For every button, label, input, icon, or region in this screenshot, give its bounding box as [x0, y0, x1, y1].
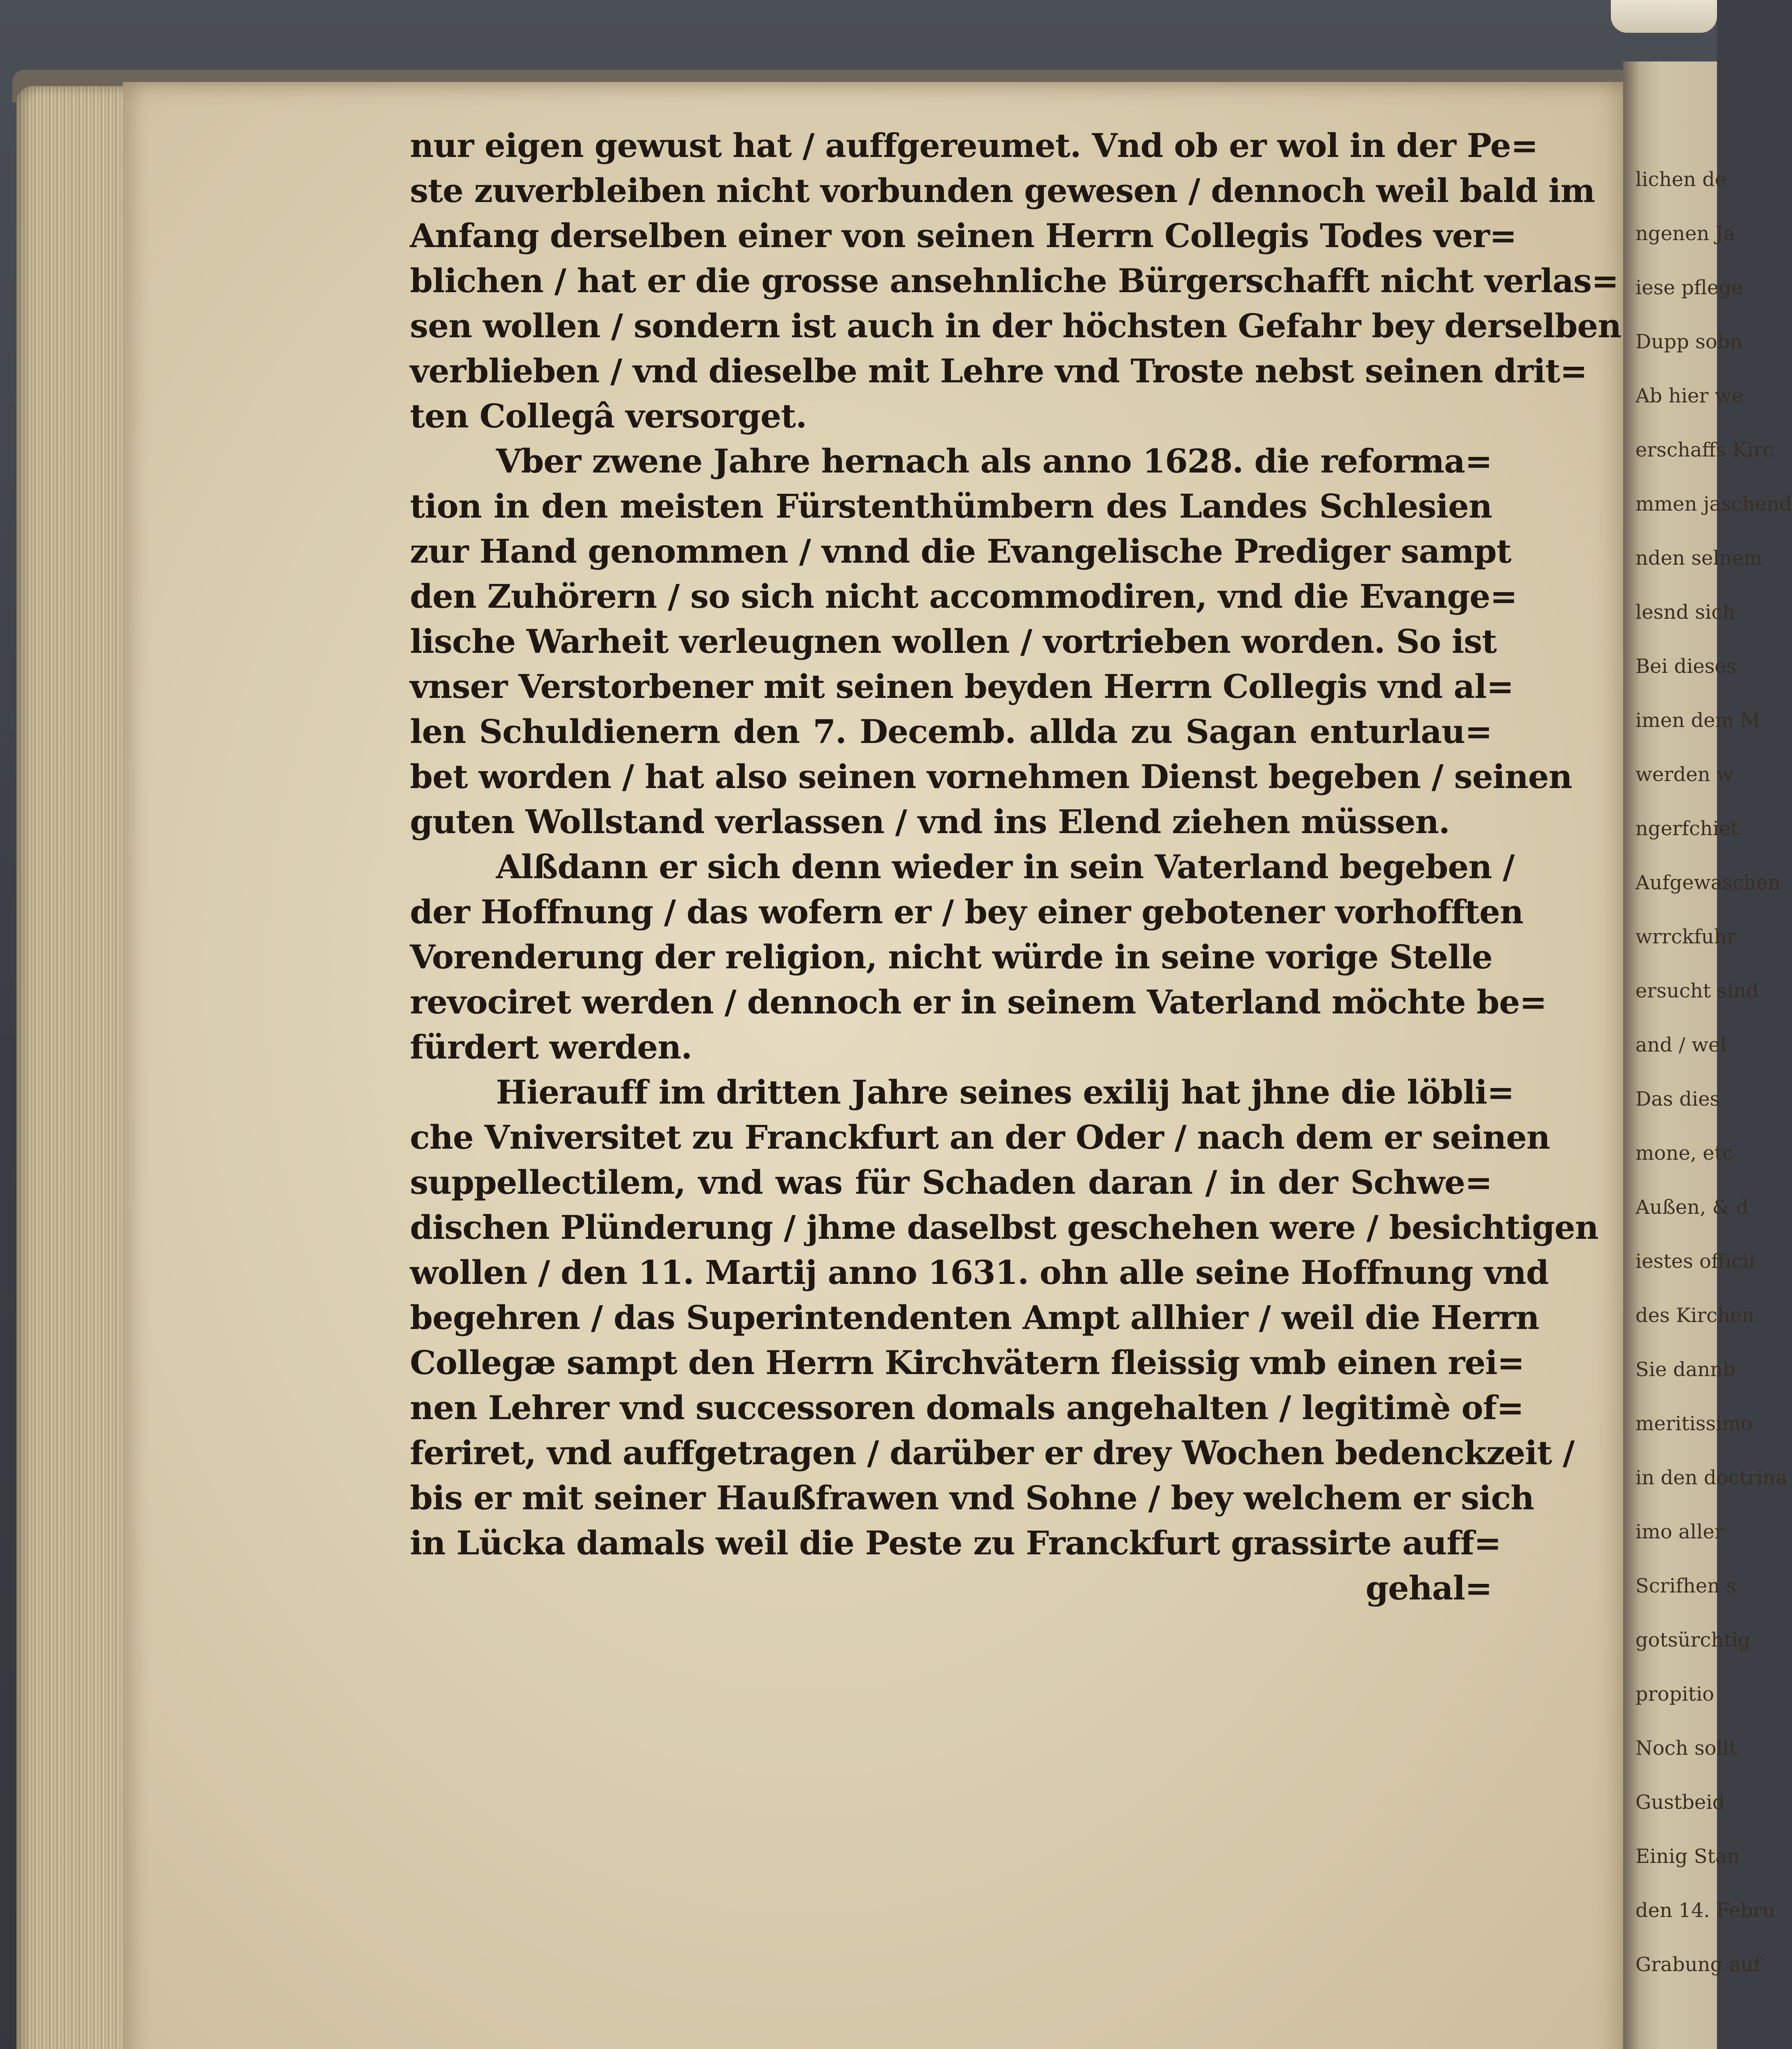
facing-page-text-fragment: Außen, & d [1635, 1196, 1749, 1219]
facing-page-text-fragment: propitio [1635, 1683, 1715, 1706]
text-line: dischen Plünderung / jhme daselbst geschehen were / besichtigen [410, 1208, 1599, 1247]
facing-page-text-fragment: werden w [1635, 763, 1733, 786]
facing-page-text-fragment: Ab hier we [1635, 384, 1744, 407]
text-line: nen Lehrer vnd successoren domals angehalten / legitimè of= [410, 1388, 1524, 1427]
facing-page-text-fragment: ersucht sind [1635, 979, 1759, 1002]
text-line: zur Hand genommen / vnnd die Evangelische Prediger sampt [410, 532, 1511, 570]
facing-page-text-fragment: ngenen Ja [1635, 222, 1735, 245]
text-line: bis er mit seiner Haußfrawen vnd Sohne / bey welchem er sich [410, 1479, 1534, 1517]
text-line: in Lücka damals weil die Peste zu Franckfurt grassirte auff= [410, 1524, 1501, 1562]
text-line: verblieben / vnd dieselbe mit Lehre vnd Troste nebst seinen drit= [410, 352, 1587, 390]
facing-page-text-fragment: gotsürchtig [1635, 1629, 1751, 1651]
facing-page-text-fragment: in den doctrina [1635, 1466, 1787, 1489]
text-line: begehren / das Superintendenten Ampt allhier / weil die Herrn [410, 1298, 1540, 1337]
facing-page-text-fragment: mmen jaschend [1635, 493, 1792, 516]
text-line: Collegæ sampt den Herrn Kirchvätern fleissig vmb einen rei= [410, 1343, 1524, 1382]
facing-page-text-fragment: mone, etc [1635, 1142, 1733, 1165]
facing-page-text-fragment: ngerfchiet [1635, 817, 1739, 840]
text-line: Anfang derselben einer von seinen Herrn Collegis Todes ver= [410, 216, 1517, 255]
facing-page-text-fragment: Sie dannb [1635, 1358, 1735, 1381]
facing-page-text-fragment: Noch sollt [1635, 1737, 1737, 1760]
text-line: Hierauff im dritten Jahre seines exilij hat jhne die löbli= [496, 1073, 1514, 1111]
text-line: Vber zwene Jahre hernach als anno 1628. die reforma= [496, 442, 1492, 480]
text-line: tion in den meisten Fürstenthümbern des Landes Schlesien [410, 487, 1492, 525]
text-line: feriret, vnd auffgetragen / darüber er drey Wochen bedenckzeit / [410, 1433, 1574, 1472]
text-line: nur eigen gewust hat / auffgereumet. Vnd ob er wol in der Pe= [410, 126, 1538, 165]
facing-page-text-fragment: Aufgewaschen [1635, 871, 1781, 894]
facing-page-text-fragment: Das dies [1635, 1088, 1720, 1111]
text-line: Vorenderung der religion, nicht würde in seine vorige Stelle [410, 938, 1492, 976]
text-line: blichen / hat er die grosse ansehnliche Bürgerschafft nicht verlas= [410, 261, 1619, 300]
book-page-edges [16, 86, 135, 2049]
facing-page-text-fragment: iese pflege [1635, 276, 1743, 299]
facing-page-text-fragment: lichen de [1635, 168, 1727, 191]
facing-page-text-fragment: erschaffs Kirc [1635, 438, 1774, 461]
facing-page-text-fragment: Einig Stan [1635, 1845, 1740, 1868]
text-line: revociret werden / dennoch er in seinem Vaterland möchte be= [410, 983, 1547, 1021]
facing-page-text-fragment: lesnd sich [1635, 601, 1735, 624]
text-line: vnser Verstorbener mit seinen beyden Herrn Collegis vnd al= [410, 667, 1514, 706]
facing-page-text-fragment: den 14. Febru [1635, 1899, 1775, 1922]
facing-page [1623, 61, 1792, 2049]
facing-page-text-fragment: wrrckfuhr [1635, 925, 1736, 948]
text-line: lische Warheit verleugnen wollen / vortrieben worden. So ist [410, 622, 1497, 661]
text-line: suppellectilem, vnd was für Schaden daran / in der Schwe= [410, 1163, 1492, 1202]
facing-page-text-fragment: Gustbeid [1635, 1791, 1725, 1814]
facing-page-text-fragment: nden selnem [1635, 547, 1762, 570]
text-line: Alßdann er sich denn wieder in sein Vaterland begeben / [496, 847, 1515, 886]
facing-page-text-fragment: and / wel [1635, 1034, 1726, 1056]
page-text [410, 123, 1621, 1611]
text-line: der Hoffnung / das wofern er / bey einer gebotener vorhofften [410, 893, 1524, 931]
text-line: sen wollen / sondern ist auch in der höchsten Gefahr bey derselben [410, 307, 1621, 345]
text-line: guten Wollstand verlassen / vnd ins Elend ziehen müssen. [410, 802, 1450, 841]
paper-tab [1611, 0, 1717, 33]
facing-page-text-fragment: Scrifhen s [1635, 1574, 1736, 1597]
facing-page-text-fragment: Bei dieses [1635, 655, 1737, 678]
facing-page-text-fragment: imo aller [1635, 1520, 1724, 1543]
text-line: wollen / den 11. Martij anno 1631. ohn alle seine Hoffnung vnd [410, 1253, 1549, 1292]
text-line: che Vniversitet zu Franckfurt an der Oder / nach dem er seinen [410, 1118, 1550, 1156]
facing-page-text-fragment: des Kirchen [1635, 1304, 1755, 1327]
facing-page-text-fragment: Dupp sobn [1635, 330, 1743, 353]
text-line: ten Collegâ versorget. [410, 397, 807, 435]
facing-page-text-fragment: imen dem M [1635, 709, 1760, 732]
facing-page-text-fragment: Grabung auf [1635, 1953, 1761, 1976]
text-line: den Zuhörern / so sich nicht accommodiren, vnd die Evange= [410, 577, 1517, 616]
catchword: gehal= [1365, 1569, 1492, 1607]
text-line: bet worden / hat also seinen vornehmen Dienst begeben / seinen [410, 757, 1572, 796]
facing-page-text-fragment: meritissimo [1635, 1412, 1753, 1435]
text-line: ste zuverbleiben nicht vorbunden gewesen / dennoch weil bald im [410, 171, 1595, 210]
text-line: fürdert werden. [410, 1028, 692, 1066]
facing-page-text-fragment: iestes officii [1635, 1250, 1755, 1273]
text-line: len Schuldienern den 7. Decemb. allda zu Sagan enturlau= [410, 712, 1492, 751]
